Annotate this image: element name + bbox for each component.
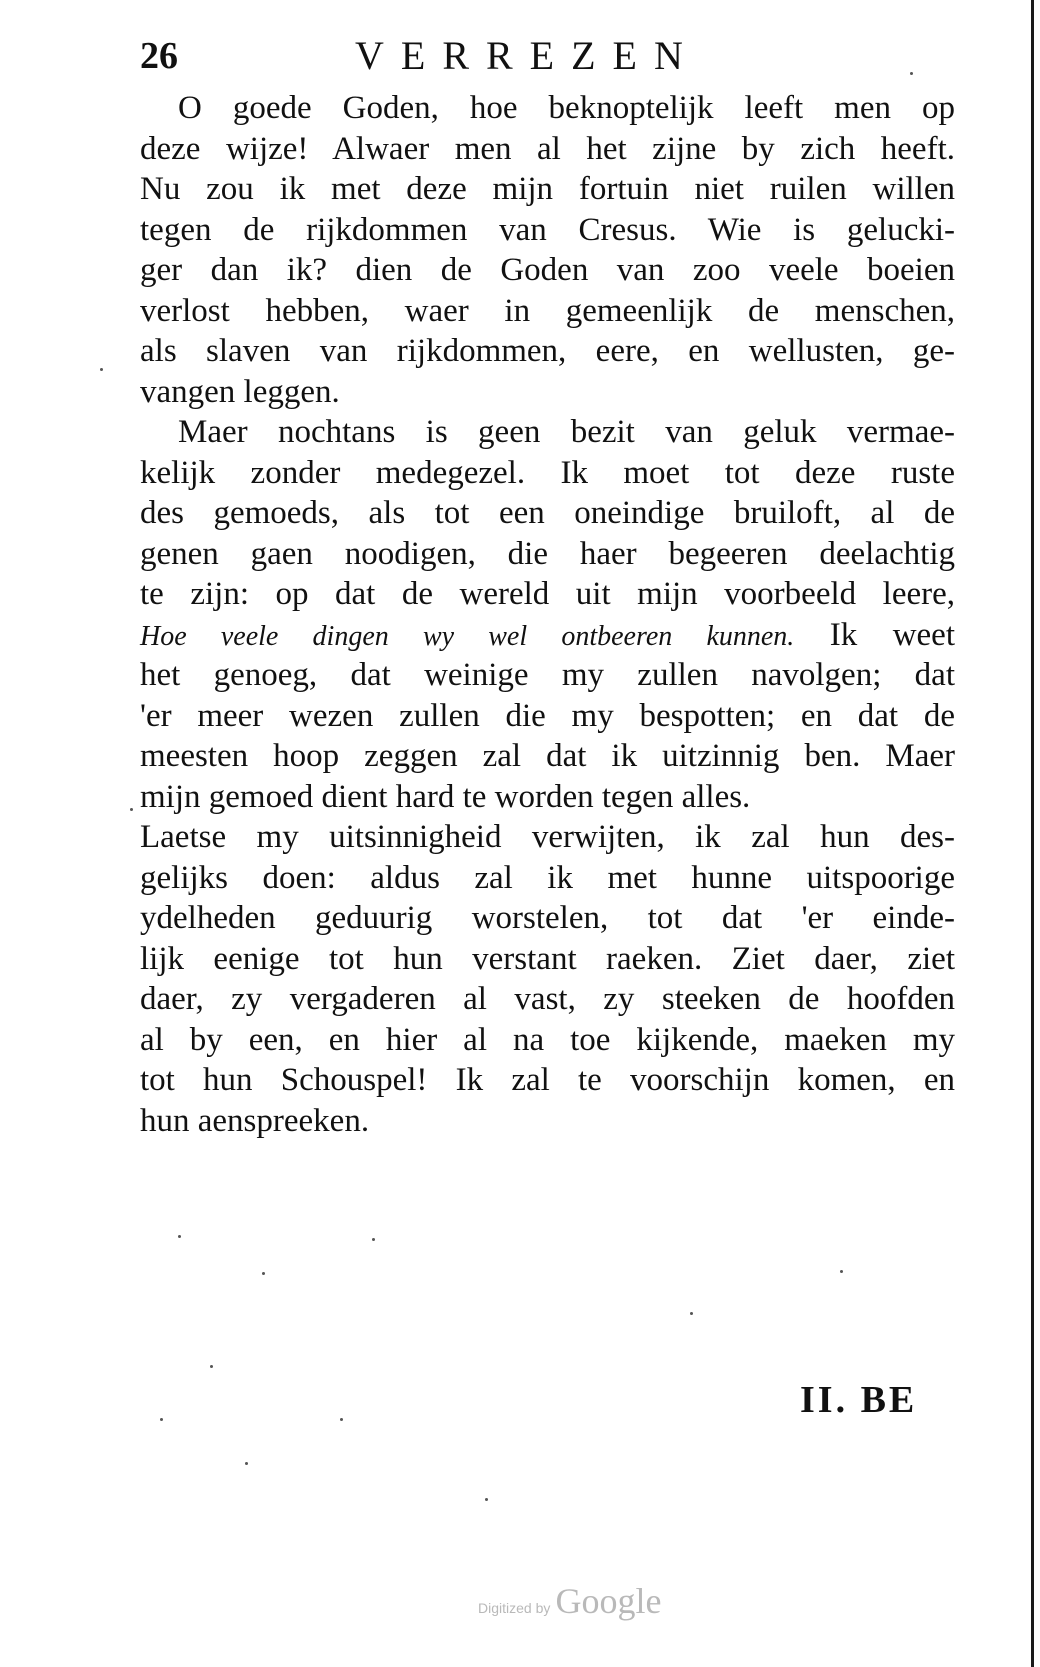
page-header [140, 34, 960, 84]
text-line: genen gaen noodigen, die haer begeeren deelachtig [140, 535, 955, 572]
text-line: deze wijze! Alwaer men al het zijne by zich heeft. [140, 130, 955, 167]
text-line: Nu zou ik met deze mijn fortuin niet ruilen willen [140, 171, 955, 207]
paper-speck [372, 1238, 375, 1241]
text-line: Maer nochtans is geen bezit van geluk vermae- [178, 414, 955, 450]
page-edge-shadow [1031, 0, 1034, 1667]
text-line: des gemoeds, als tot een oneindige bruiloft, al de [140, 495, 955, 531]
paper-speck [130, 808, 133, 811]
text-line: als slaven van rijkdommen, eere, en wellusten, ge- [140, 333, 955, 369]
paper-speck [245, 1462, 248, 1465]
text-line: tot hun Schouspel! Ik zal te voorschijn komen, en [140, 1062, 955, 1098]
text-line: ger dan ik? dien de Goden van zoo veele boeien [140, 252, 955, 288]
catchword: II. BE [800, 1379, 918, 1421]
text-line: daer, zy vergaderen al vast, zy steeken de hoofden [140, 981, 955, 1017]
digitized-watermark [478, 1580, 661, 1622]
paper-speck [690, 1312, 693, 1315]
text-line: O goede Goden, hoe beknoptelijk leeft men op [178, 90, 955, 126]
paper-speck [160, 1418, 163, 1421]
text-line: hun aenspreeken. [140, 1102, 370, 1139]
text-line: Laetse my uitsinnigheid verwijten, ik zal hun des- [140, 819, 955, 855]
watermark-brand: Google [555, 1581, 662, 1621]
text-line: kelijk zonder medegezel. Ik moet tot deze ruste [140, 454, 955, 491]
page-number: 26 [140, 35, 178, 77]
text-line: gelijks doen: aldus zal ik met hunne uitspoorige [140, 859, 955, 896]
text-line: verlost hebben, waer in gemeenlijk de menschen, [140, 292, 955, 329]
italic-phrase: Hoe veele dingen wy wel ontbeeren kunnen. [140, 620, 795, 652]
text-line: het genoeg, dat weinige my zullen navolgen; dat [140, 657, 955, 693]
paper-speck [485, 1498, 488, 1501]
running-title: VERREZEN [355, 33, 700, 78]
text-line: meesten hoop zeggen zal dat ik uitzinnig ben. Maer [140, 738, 955, 774]
text-line: mijn gemoed dient hard te worden tegen alles. [140, 778, 751, 815]
text-line: 'er meer wezen zullen die my bespotten; en dat de [140, 697, 955, 734]
paper-speck [262, 1272, 265, 1275]
text-line-mixed [140, 615, 955, 656]
text-line: tegen de rijkdommen van Cresus. Wie is gelucki- [140, 211, 955, 248]
watermark-prefix: Digitized by [478, 1600, 551, 1616]
body-text [140, 88, 955, 1141]
paper-speck [340, 1418, 343, 1421]
paper-speck [210, 1365, 213, 1368]
text-line: te zijn: op dat de wereld uit mijn voorbeeld leere, [140, 576, 955, 612]
italic-line-tail: Ik weet [829, 616, 955, 653]
paper-speck [100, 368, 103, 371]
text-line: vangen leggen. [140, 373, 340, 410]
text-line: ydelheden geduurig worstelen, tot dat 'er einde- [140, 900, 955, 936]
paper-speck [178, 1235, 181, 1238]
text-line: lijk eenige tot hun verstant raeken. Ziet daer, ziet [140, 940, 955, 977]
paper-speck [910, 72, 913, 75]
text-line: al by een, en hier al na toe kijkende, maeken my [140, 1021, 955, 1058]
paper-speck [840, 1270, 843, 1273]
